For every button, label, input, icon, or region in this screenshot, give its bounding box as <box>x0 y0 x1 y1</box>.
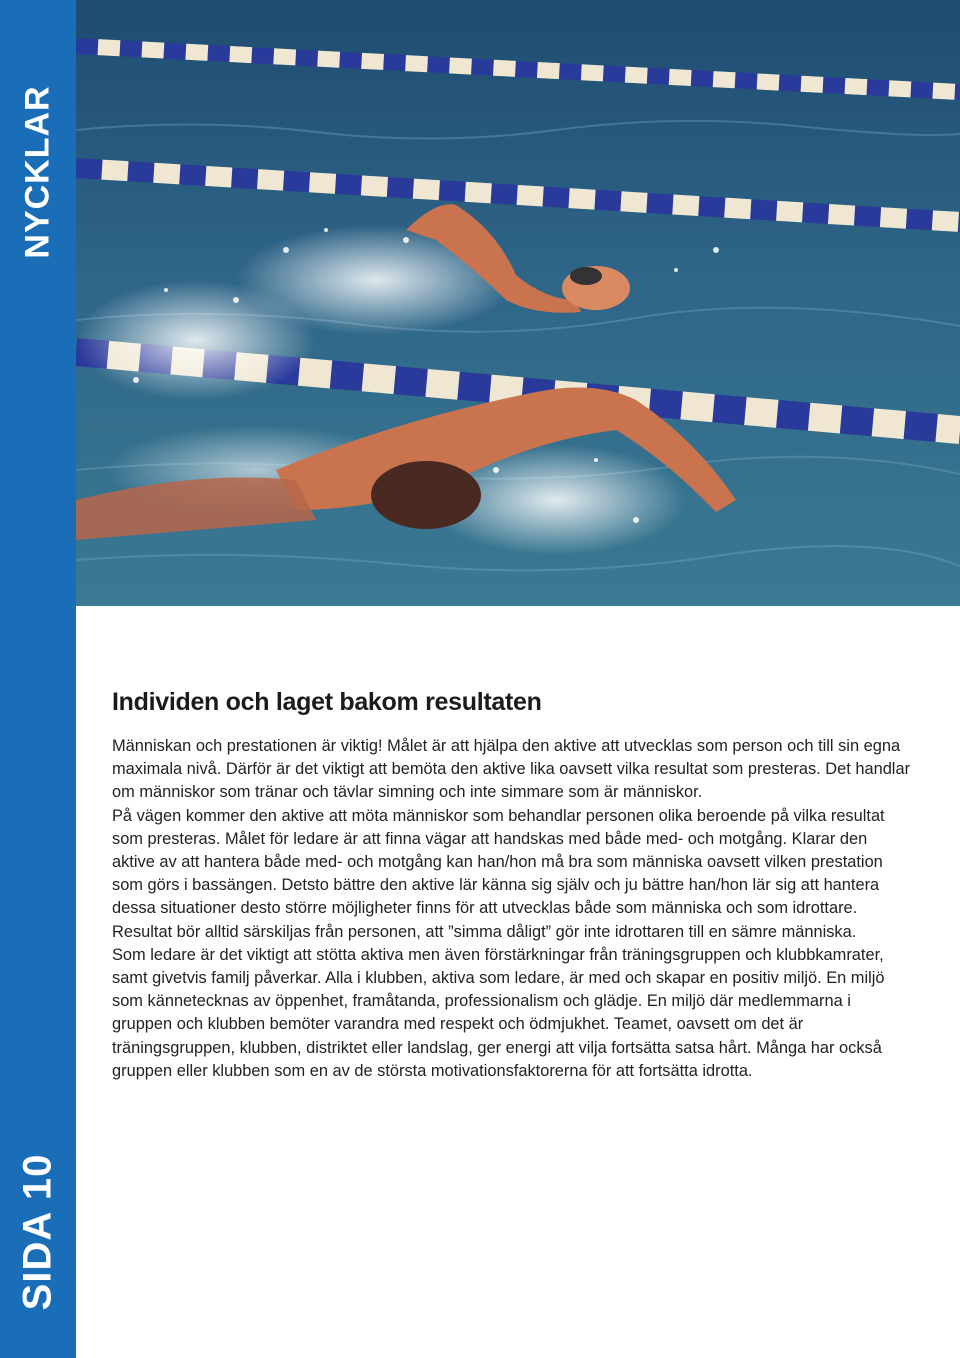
article-paragraph: På vägen kommer den aktive att möta människor som behandlar personen olika beroende på vilka resultat som presteras. Målet för ledare är att finna vägar att handskas med både med- och motgång. Klarar den aktive av att hantera både med- och motgång kan han/hon må bra som människa oavsett vilken prestation som görs i bassängen. Detsto bättre den aktive lär känna sig själv och ju bättre han/hon lär sig att hantera dessa situationer desto större möjligheter finns för att utvecklas både som människa och som idrottare. Resultat bör alltid särskiljas från personen, att ”simma dåligt” gör inte idrottaren till en sämre människa. <box>112 806 885 941</box>
article-paragraph: Som ledare är det viktigt att stötta aktiva men även förstärkningar från träningsgruppen och klubbkamrater, samt givetvis familj påverkar. Alla i klubben, aktiva som ledare, är med och skapar en positiv miljö. En miljö som kännetecknas av öppenhet, framåtanda, professionalism och glädje. En miljö där medlemmarna i gruppen och klubben bemöter varandra med respekt och ödmjukhet. Teamet, oavsett om det är träningsgruppen, klubben, distriktet eller landslag, ger energi att vilja fortsätta satsa hårt. Många har också gruppen eller klubben som en av de största motivationsfaktorerna för att fortsätta idrotta. <box>112 945 885 1080</box>
page-number-label: SIDA 10 <box>15 1153 60 1311</box>
article-heading: Individen och laget bakom resultaten <box>112 688 542 716</box>
side-bar <box>0 0 76 1358</box>
section-label: NYCKLAR <box>18 85 57 259</box>
swimmers-photo <box>76 0 960 606</box>
article <box>112 688 912 1083</box>
article-paragraph: Människan och prestationen är viktig! Målet är att hjälpa den aktive att utvecklas som person och till sin egna maximala nivå. Därför är det viktigt att bemöta den aktive lika oavsett vilka resultat som presteras. Det handlar om människor som tränar och tävlar simning och inte simmare som är människor. <box>112 737 911 802</box>
